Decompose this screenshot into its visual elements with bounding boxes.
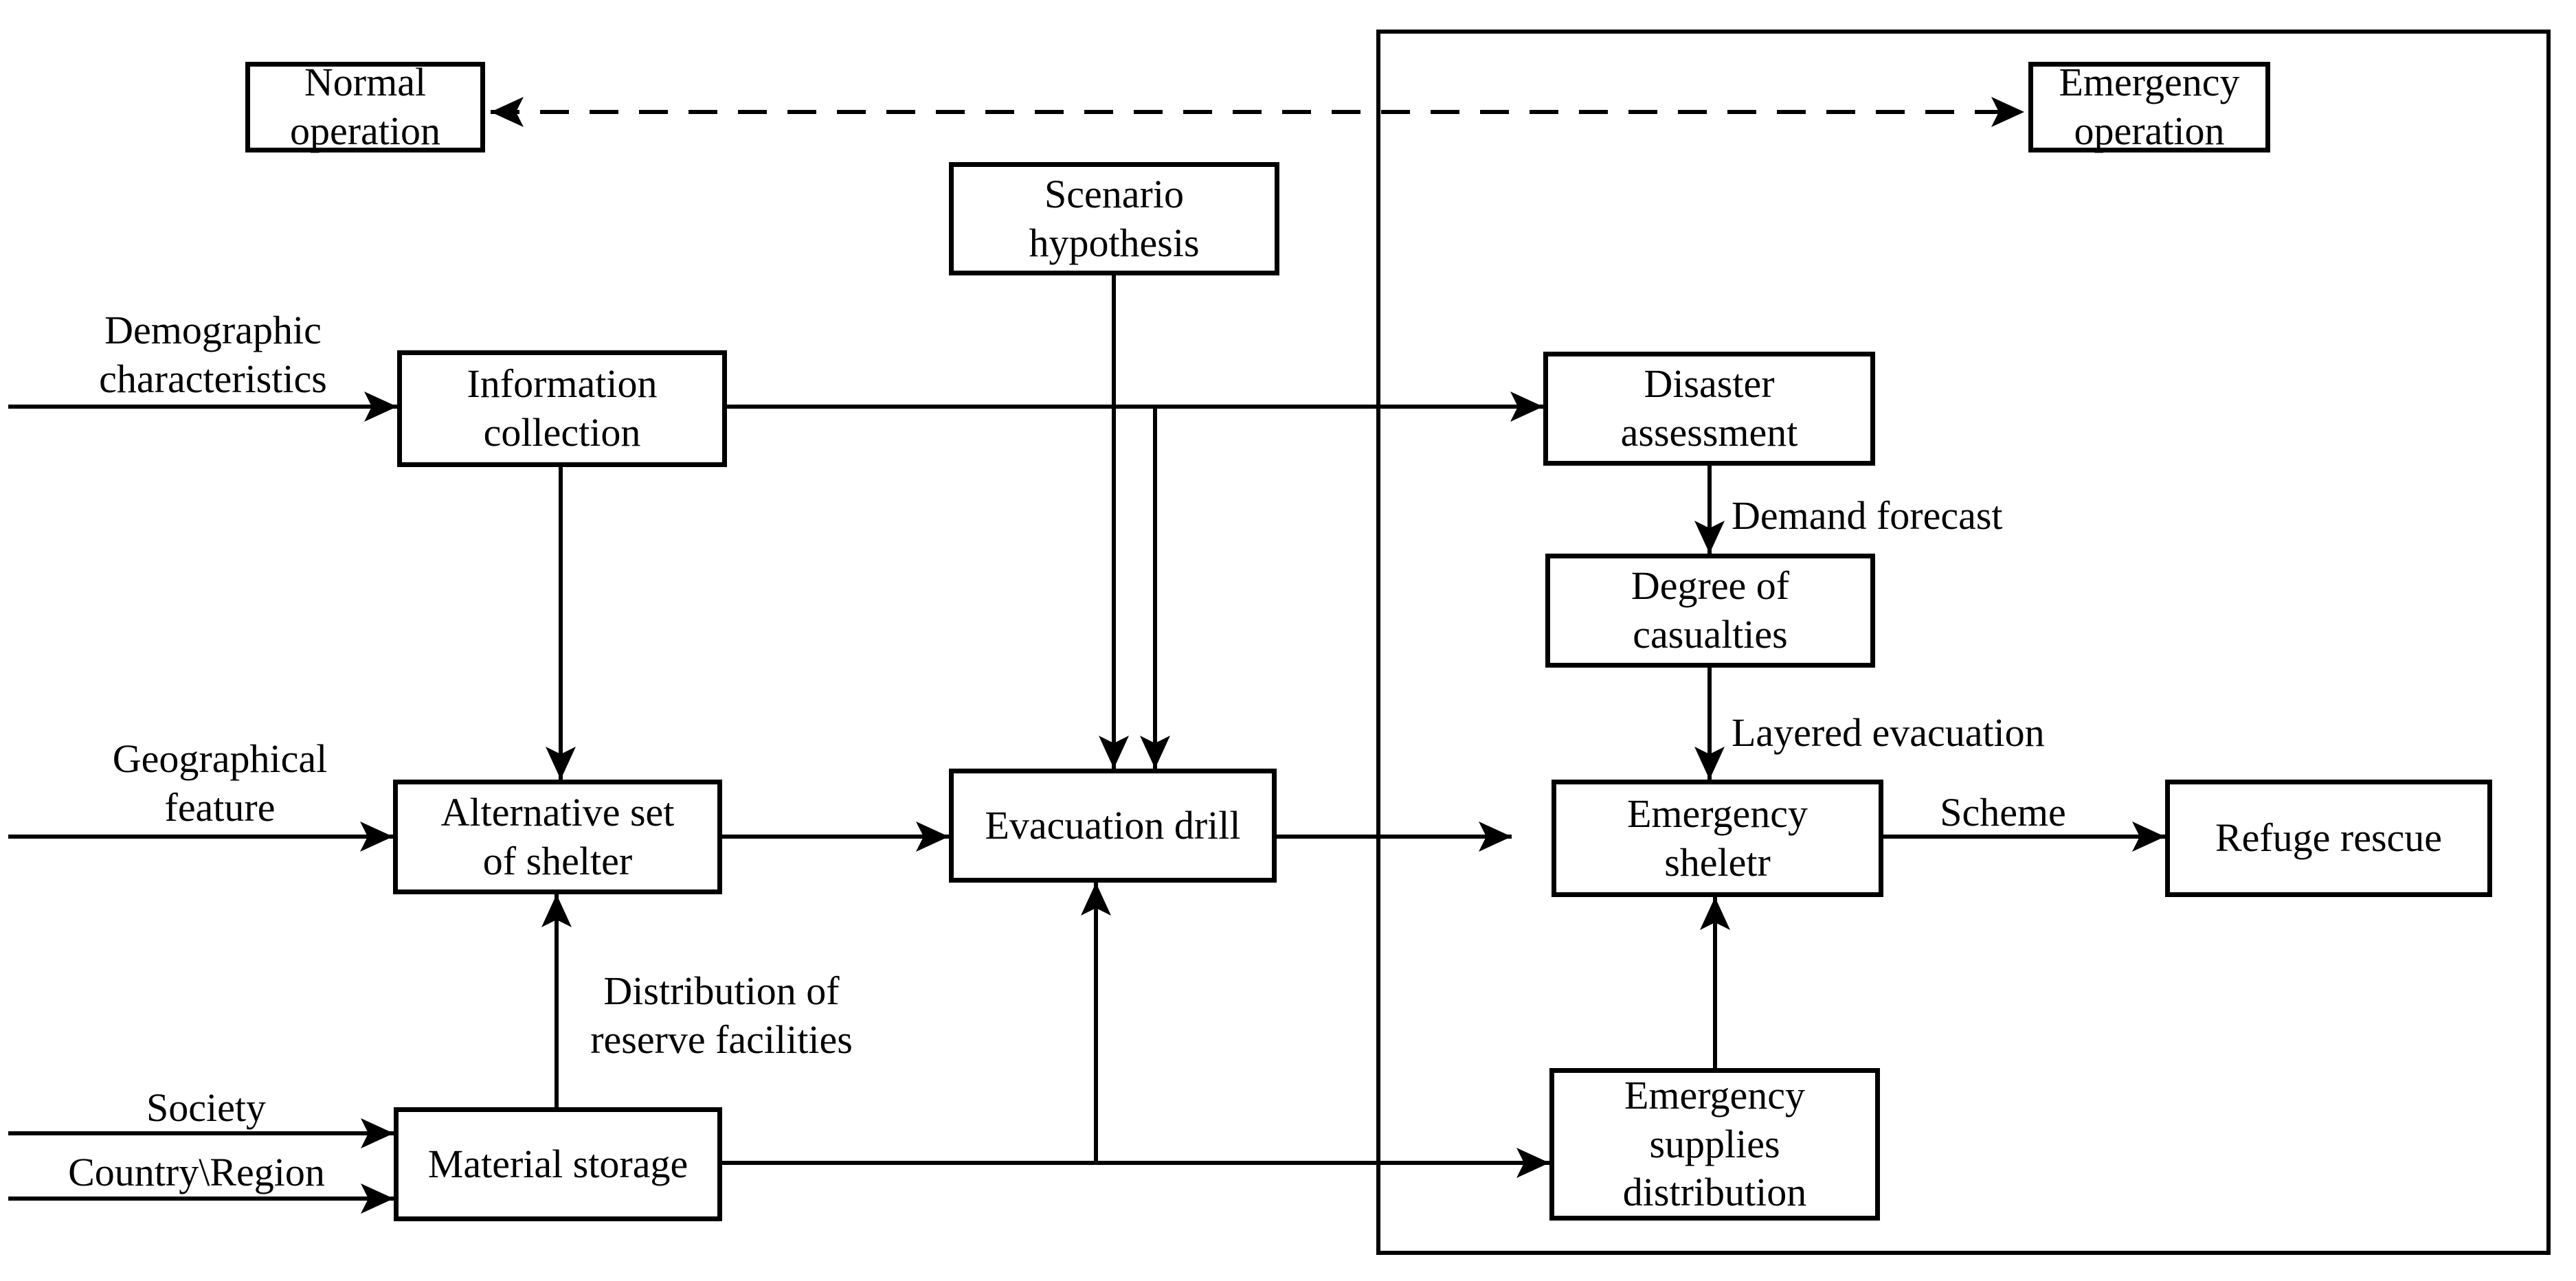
degree-of-casualties-box — [1545, 554, 1875, 668]
box-text-line: Refuge rescue — [2215, 815, 2443, 861]
box-text-line: distribution — [1622, 1170, 1807, 1215]
emergency-sheletr-box — [1552, 780, 1883, 897]
label-text-line: Distribution of — [603, 968, 840, 1013]
box-text-line: of shelter — [482, 838, 633, 883]
box-text-line: Emergency — [1626, 791, 1808, 836]
box-text-line: Information — [467, 361, 658, 407]
layered-evacuation-label — [1732, 709, 2116, 758]
disaster-assessment-box — [1543, 352, 1875, 466]
box-text-line: operation — [2074, 109, 2225, 153]
label-text-line: Demographic — [104, 308, 322, 352]
box-text-line: collection — [483, 410, 641, 455]
box-text-line: Emergency — [1624, 1072, 1806, 1118]
box-text-line: operation — [289, 109, 441, 153]
emergency-operation-box — [2028, 62, 2270, 152]
label-text-line: Geographical — [112, 736, 328, 781]
box-text-line: Scenario — [1044, 171, 1184, 216]
box-text-line: Normal — [304, 60, 427, 105]
refuge-rescue-box — [2165, 780, 2492, 897]
society-label — [103, 1084, 309, 1133]
label-text-line: Scheme — [1940, 790, 2066, 835]
label-text-line: feature — [164, 784, 276, 830]
box-text-line: Evacuation drill — [985, 802, 1241, 848]
normal-operation-box — [245, 62, 485, 152]
label-text-line: Society — [146, 1085, 266, 1130]
label-text-line: reserve facilities — [590, 1017, 853, 1062]
box-text-line: Alternative set — [440, 789, 675, 835]
geographical-feature-label — [76, 735, 364, 832]
box-text-line: Disaster — [1644, 361, 1775, 407]
box-text-line: supplies — [1649, 1121, 1780, 1166]
box-text-line: hypothesis — [1029, 220, 1200, 265]
alternative-set-of-shelter-box — [393, 780, 722, 894]
demographic-characteristics-label — [69, 306, 357, 404]
scenario-hypothesis-box — [949, 162, 1279, 275]
box-text-line: sheletr — [1664, 839, 1771, 885]
label-text-line: Country\Region — [68, 1150, 325, 1194]
scheme-label — [1924, 789, 2082, 837]
material-storage-box — [394, 1107, 722, 1221]
box-text-line: Degree of — [1631, 563, 1790, 609]
label-text-line: Layered evacuation — [1732, 710, 2045, 755]
information-collection-box — [397, 350, 727, 467]
box-text-line: Material storage — [427, 1141, 688, 1186]
emergency-supplies-distribution-box — [1549, 1068, 1880, 1221]
box-text-line: casualties — [1633, 612, 1788, 657]
distribution-of-reserve-facilities-label — [570, 967, 873, 1065]
label-text-line: Demand forecast — [1732, 493, 2003, 538]
country-region-label — [45, 1148, 348, 1197]
box-text-line: Emergency — [2059, 60, 2240, 105]
box-text-line: assessment — [1620, 410, 1798, 455]
evacuation-drill-box — [949, 769, 1277, 883]
label-text-line: characteristics — [99, 356, 327, 401]
demand-forecast-label — [1732, 492, 2075, 541]
